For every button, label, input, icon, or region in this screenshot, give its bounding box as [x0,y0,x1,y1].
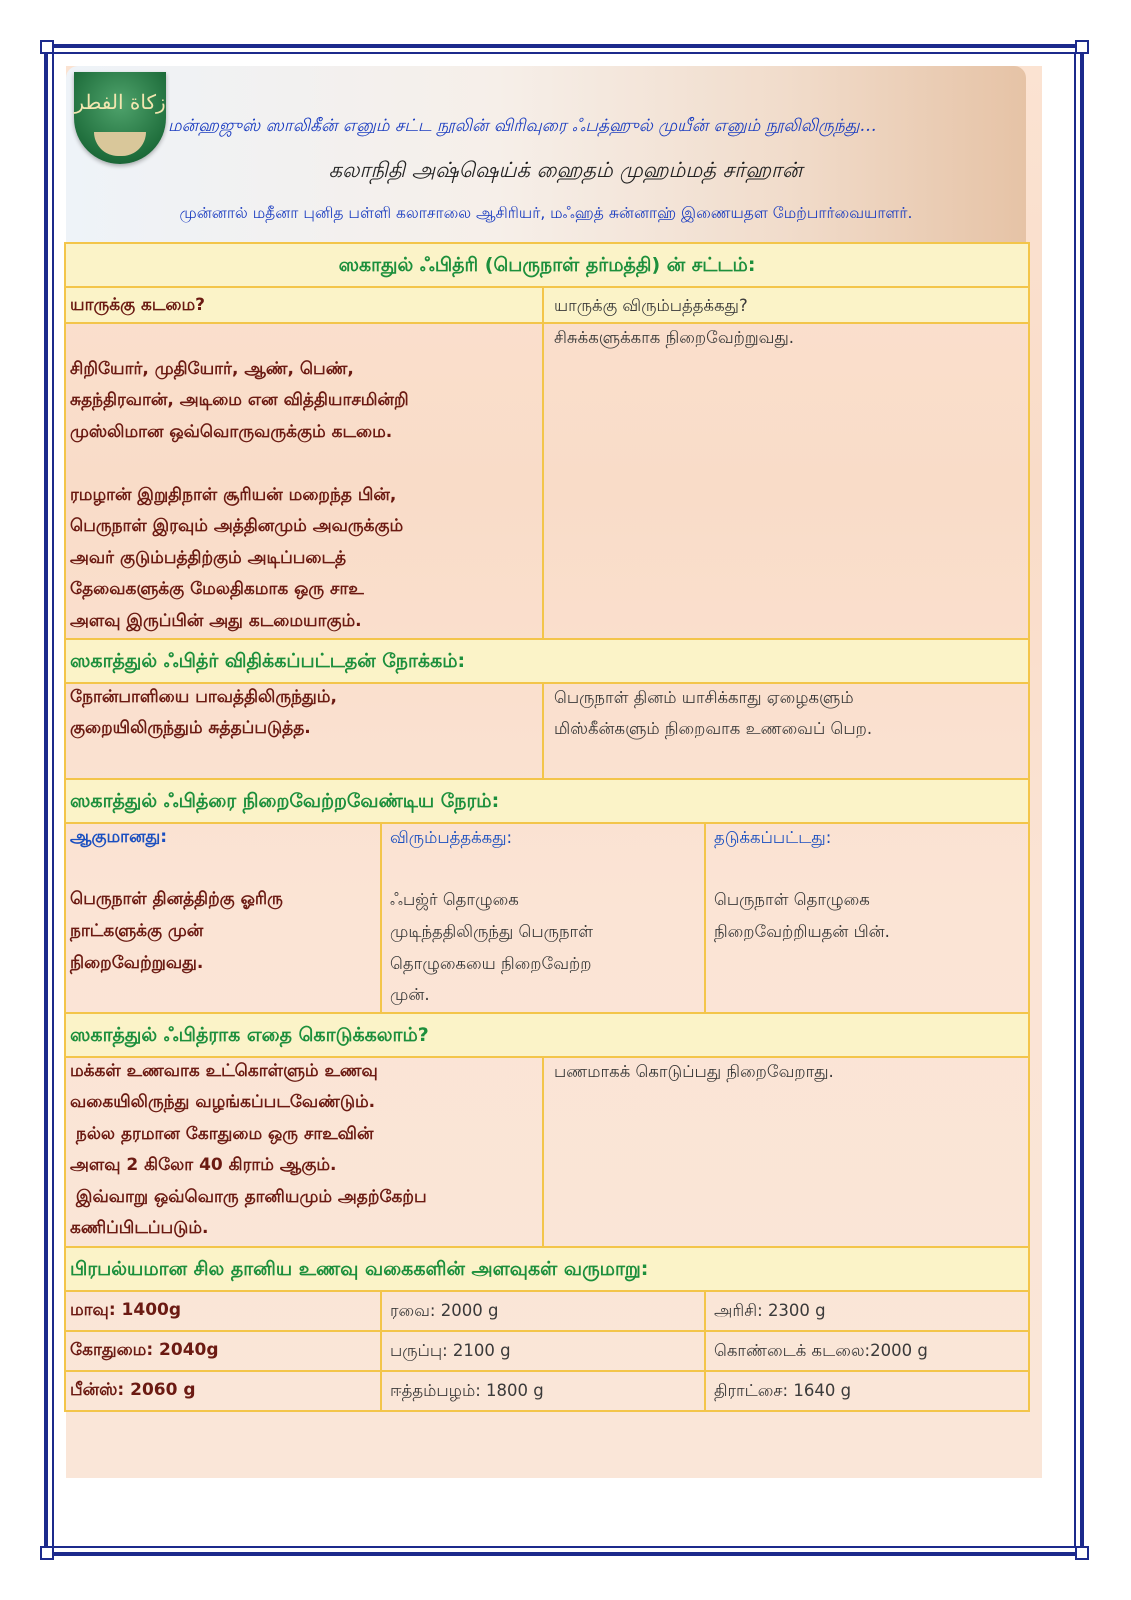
s3-col2-cell [380,822,706,1014]
s3-col1-line: நாட்களுக்கு முன் [70,921,204,941]
s1-left-head-cell [64,286,544,324]
s2-head: ஸகாத்துல் ஃபித்ர் விதிக்கப்பட்டதன் நோக்கம்: [70,650,466,672]
s4-left-line: அளவு 2 கிலோ 40 கிராம் ஆகும். [70,1155,337,1175]
s1-left-line: சிறியோர், முதியோர், ஆண், பெண், [70,359,354,379]
s1-left-line: அளவு இருப்பின் அது கடமையாகும். [70,611,362,631]
title-band [64,242,1030,288]
header-author: கலாநிதி அஷ்ஷெய்க் ஹைதம் முஹம்மத் சர்ஹான் [328,158,803,182]
s4-left-line: வகையிலிருந்து வழங்கப்படவேண்டும். [70,1092,376,1112]
grain-amount: திராட்சை: 1640 g [714,1381,852,1400]
grain-cell [64,1370,382,1412]
grain-cell [380,1370,706,1412]
grain-cell [380,1330,706,1372]
s3-col3-line: நிறைவேற்றியதன் பின். [714,922,890,941]
s1-left-cell [64,322,544,640]
s5-head: பிரபல்யமான சில தானிய உணவு வகைகளின் அளவுகள் வருமாறு: [70,1258,649,1280]
s4-head: ஸகாத்துல் ஃபித்ராக எதை கொடுக்கலாம்? [70,1024,429,1046]
s2-right-cell [542,682,1030,780]
s1-right-head-cell [542,286,1030,324]
s1-right-head: யாருக்கு விரும்பத்தக்கது? [554,296,748,315]
s3-col1-head: ஆகுமானது: [70,827,168,847]
frame-corner [1075,40,1089,54]
header-source-line: மன்ஹஜுஸ் ஸாலிகீன் எனும் சட்ட நூலின் விரிவுரை ஃபத்ஹுல் முயீன் எனும் நூலிலிருந்து… [168,116,877,136]
grain-cell [704,1370,1030,1412]
zakat-logo [74,72,166,164]
s1-right-text: சிசுக்களுக்காக நிறைவேற்றுவது. [554,328,794,347]
s3-head-band [64,778,1030,824]
s2-left-line: நோன்பாளியை பாவத்திலிருந்தும், [70,687,337,707]
s4-right-text: பணமாகக் கொடுப்பது நிறைவேறாது. [554,1062,834,1081]
s2-left-line: குறையிலிருந்தும் சுத்தப்படுத்த. [70,718,311,738]
s2-left-cell [64,682,544,780]
s3-col1-line: பெருநாள் தினத்திற்கு ஓரிரு [70,889,283,909]
header-author-title: முன்னால் மதீனா புனித பள்ளி கலாசாலை ஆசிரியர், மஃஹத் சுன்னாஹ் இணையதள மேற்பார்வையாளர். [179,204,913,222]
page-title: ஸகாதுல் ஃபித்ரி (பெருநாள் தர்மத்தி) ன் சட்டம்: [338,254,756,276]
frame-corner [40,40,54,54]
grain-bowl-icon [94,132,146,156]
s3-col3-line: பெருநாள் தொழுகை [714,890,870,909]
frame-corner [1075,1546,1089,1560]
s5-head-band [64,1246,1030,1292]
s3-col3-head: தடுக்கப்பட்டது: [714,828,832,847]
grain-amount: அரிசி: 2300 g [714,1301,826,1320]
s3-head: ஸகாத்துல் ஃபித்ரை நிறைவேற்றவேண்டிய நேரம்: [70,790,500,812]
s3-col1-cell [64,822,382,1014]
s1-left-head: யாருக்கு கடமை? [70,295,206,315]
s1-right-cell [542,322,1030,640]
s4-left-line: இவ்வாறு ஒவ்வொரு தானியமும் அதற்கேற்ப [70,1187,427,1207]
s1-left-line: முஸ்லிமான ஒவ்வொருவருக்கும் கடமை. [70,422,393,442]
grain-amount: கோதுமை: 2040g [70,1340,219,1360]
grain-amount: ஈத்தம்பழம்: 1800 g [390,1381,544,1400]
s4-left-line: நல்ல தரமான கோதுமை ஒரு சாஉவின் [70,1124,374,1144]
s1-left-line: பெருநாள் இரவும் அத்தினமும் அவருக்கும் [70,516,404,536]
s2-right-line: பெருநாள் தினம் யாசிக்காது ஏழைகளும் [554,688,854,707]
grain-cell [380,1290,706,1332]
s4-left-cell [64,1056,544,1248]
grain-cell [704,1290,1030,1332]
s1-left-line: ரமழான் இறுதிநாள் சூரியன் மறைந்த பின், [70,485,397,505]
s1-left-line: தேவைகளுக்கு மேலதிகமாக ஒரு சாஉ [70,579,364,599]
s2-right-line: மிஸ்கீன்களும் நிறைவாக உணவைப் பெற. [554,719,873,738]
s4-left-line: கணிப்பிடப்படும். [70,1218,209,1238]
s3-col1-line: நிறைவேற்றுவது. [70,953,204,973]
grain-cell [64,1330,382,1372]
s2-head-band [64,638,1030,684]
s3-col2-line: முன். [390,985,430,1004]
grain-amount: பருப்பு: 2100 g [390,1341,511,1360]
s3-col3-cell [704,822,1030,1014]
s3-col2-line: ஃபஜ்ர் தொழுகை [390,890,519,909]
s1-left-line: அவர் குடும்பத்திற்கும் அடிப்படைத் [70,548,347,568]
s3-col2-head: விரும்பத்தக்கது: [390,828,513,847]
grain-amount: பீன்ஸ்: 2060 g [70,1380,196,1400]
s3-col2-line: முடிந்ததிலிருந்து பெருநாள் [390,922,594,941]
grain-amount: மாவு: 1400g [70,1300,182,1320]
grain-cell [64,1290,382,1332]
s3-col2-line: தொழுகையை நிறைவேற்ற [390,954,592,973]
s4-left-line: மக்கள் உணவாக உட்கொள்ளும் உணவு [70,1061,378,1081]
grain-cell [704,1330,1030,1372]
s4-right-cell [542,1056,1030,1248]
s1-left-line: சுதந்திரவான், அடிமை என வித்தியாசமின்றி [70,390,409,410]
logo-text: زكاة الفطر [74,90,166,114]
frame-corner [40,1546,54,1560]
grain-amount: ரவை: 2000 g [390,1301,499,1320]
s4-head-band [64,1012,1030,1058]
grain-amount: கொண்டைக் கடலை:2000 g [714,1341,928,1360]
